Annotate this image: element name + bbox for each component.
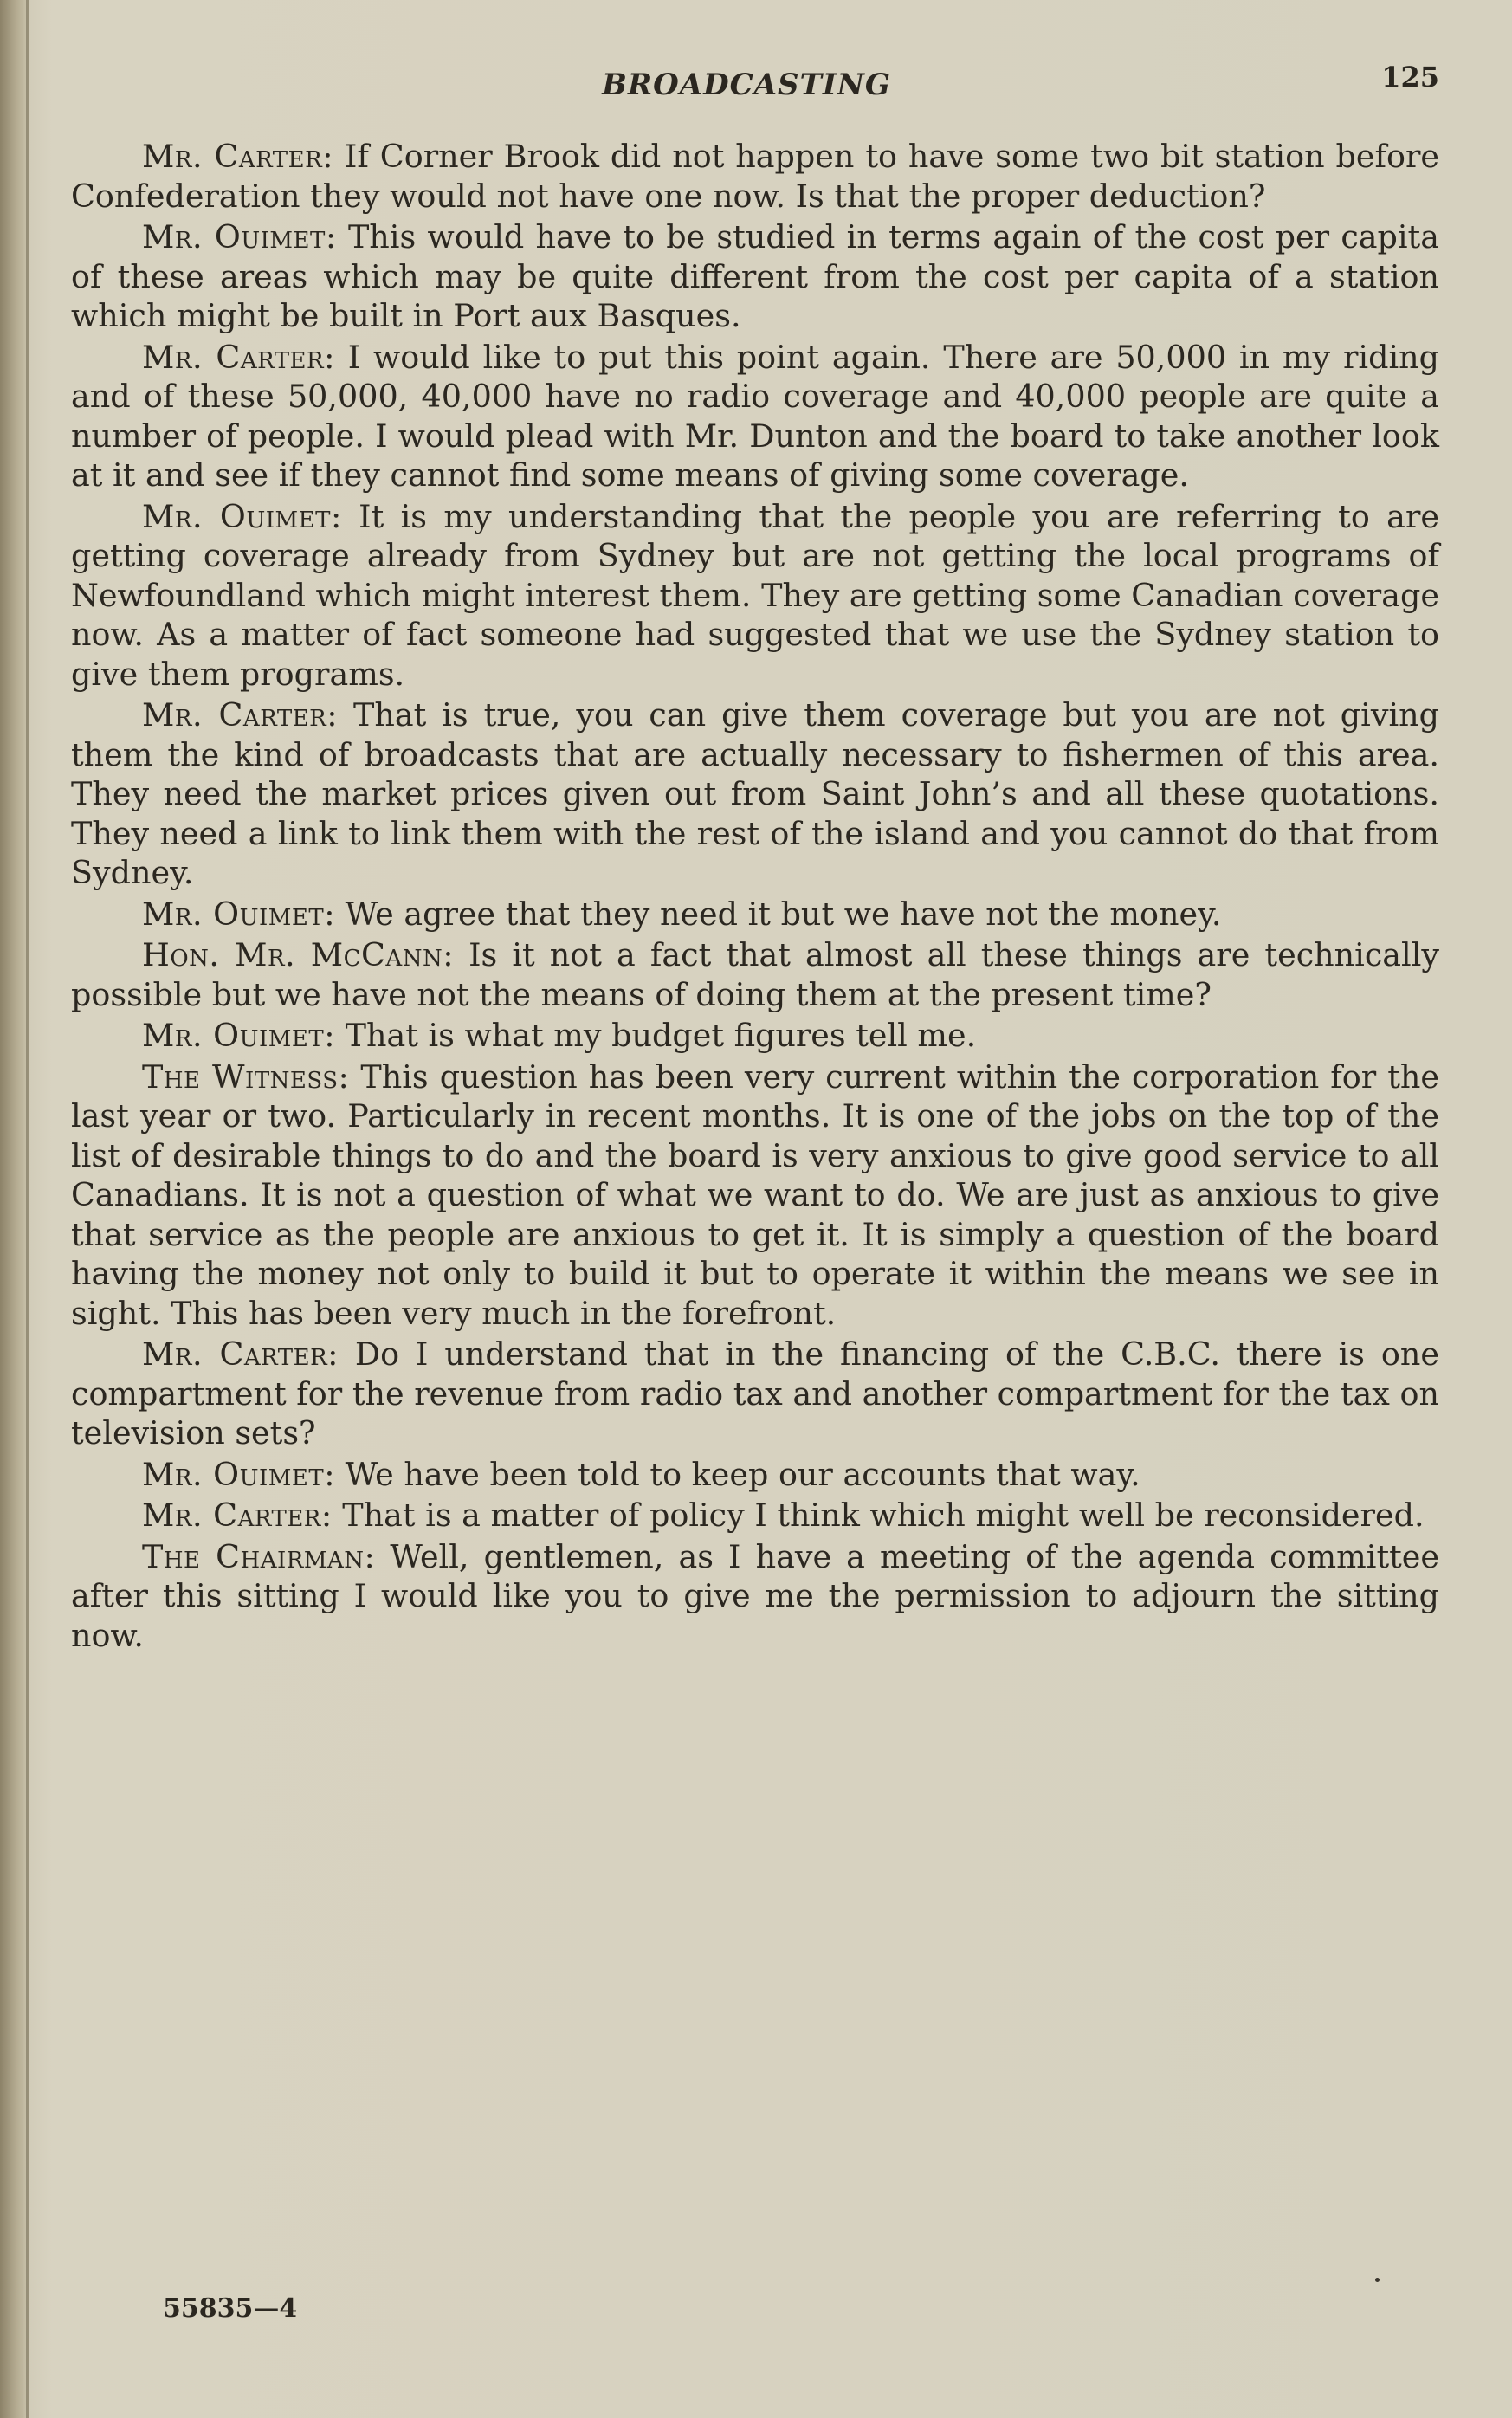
speaker-label: Mr. Carter: xyxy=(142,138,333,175)
ink-speck xyxy=(1375,2278,1380,2282)
paragraph-text: That is true, you can give them coverage but you are not giving them the kind of broadcasts that are actually necessary to fishermen of this area. They need the market prices given out from Saint John’s and all these quotations. They need a link to link them with the rest of the island and you cannot do that from Sydney. xyxy=(71,696,1439,891)
speaker-label: The Witness: xyxy=(142,1057,350,1096)
paragraph xyxy=(71,1016,1439,1056)
speaker-label: Mr. Carter: xyxy=(142,338,335,376)
page-number: 125 xyxy=(1381,61,1439,94)
speaker-label: Mr. Ouimet: xyxy=(142,218,337,255)
paragraph-text: Do I understand that in the financing of the C.B.C. there is one compartment for the revenue from radio tax and another compartment for the tax on television sets? xyxy=(71,1335,1439,1451)
speaker-label: Mr. Ouimet: xyxy=(142,1455,336,1493)
paragraph-text: I would like to put this point again. There are 50,000 in my riding and of these 50,000, 40,000 have no radio coverage and 40,000 people are quite a number of people. I would plead with Mr. Dunton and the board to take another look at it and see if they cannot find some means of giving some coverage. xyxy=(71,338,1440,494)
paragraph-text: This question has been very current within the corporation for the last year or two. Particularly in recent months. It is one of the jobs on the top of the list of desirable things to do and the board is very anxious to give good service to all Canadians. It is not a question of what we want to do. We are just as anxious to give that service as the people are anxious to get it. It is simply a question of the board having the money not only to build it but to operate it within the means we see in sight. This has been very much in the forefront. xyxy=(71,1057,1440,1332)
speaker-label: Mr. Carter: xyxy=(142,1335,339,1373)
speaker-label: Mr. Ouimet: xyxy=(142,895,336,933)
paragraph xyxy=(71,1496,1439,1535)
paragraph xyxy=(71,695,1439,893)
paragraph xyxy=(71,137,1439,216)
paragraph xyxy=(71,1057,1439,1334)
paragraph-text: We agree that they need it but we have not the money. xyxy=(345,895,1222,933)
paragraph xyxy=(71,497,1439,695)
paragraph-text: Well, gentlemen, as I have a meeting of the agenda committee after this sitting I would like you to give me the permission to adjourn the sitting now. xyxy=(71,1537,1439,1654)
page-header xyxy=(71,61,1439,113)
speaker-label: Mr. Ouimet: xyxy=(142,497,342,535)
paragraph-text: It is my understanding that the people you are referring to are getting coverage already from Sydney but are not getting the local programs of Newfoundland which might interest them. They are getting some Canadian coverage now. As a matter of fact someone had suggested that we use the Sydney station to give them programs. xyxy=(71,497,1439,693)
paragraph-text: Is it not a fact that almost all these things are technically possible but we have not the means of doing them at the present time? xyxy=(71,936,1439,1013)
paragraph xyxy=(71,935,1439,1014)
paragraph xyxy=(71,1335,1439,1453)
spine-shadow xyxy=(26,0,29,2418)
paragraph xyxy=(71,338,1439,495)
paragraph-text: If Corner Brook did not happen to have some two bit station before Confederation they would not have one now. Is that the proper deduction? xyxy=(71,138,1440,215)
book-gutter xyxy=(0,0,29,2418)
paragraph xyxy=(71,1537,1439,1656)
running-title: BROADCASTING xyxy=(602,68,891,102)
paragraph-text: We have been told to keep our accounts that way. xyxy=(345,1455,1140,1493)
speaker-label: Mr. Ouimet: xyxy=(142,1017,336,1054)
transcript-body xyxy=(71,137,1439,1657)
paragraph xyxy=(71,1455,1439,1495)
speaker-label: Mr. Carter: xyxy=(142,696,339,734)
paragraph-text: That is what my budget figures tell me. xyxy=(345,1017,977,1054)
paragraph xyxy=(71,217,1439,336)
paragraph-text: This would have to be studied in terms again of the cost per capita of these areas which may be quite different from the cost per capita of a station which might be built in Port aux Basques. xyxy=(71,218,1439,334)
speaker-label: Hon. Mr. McCann: xyxy=(142,936,455,973)
printer-signature: 55835—4 xyxy=(163,2293,298,2324)
paragraph xyxy=(71,895,1439,934)
paragraph-text: That is a matter of policy I think which might well be reconsidered. xyxy=(342,1497,1425,1534)
speaker-label: The Chairman: xyxy=(142,1537,376,1575)
speaker-label: Mr. Carter: xyxy=(142,1497,333,1534)
